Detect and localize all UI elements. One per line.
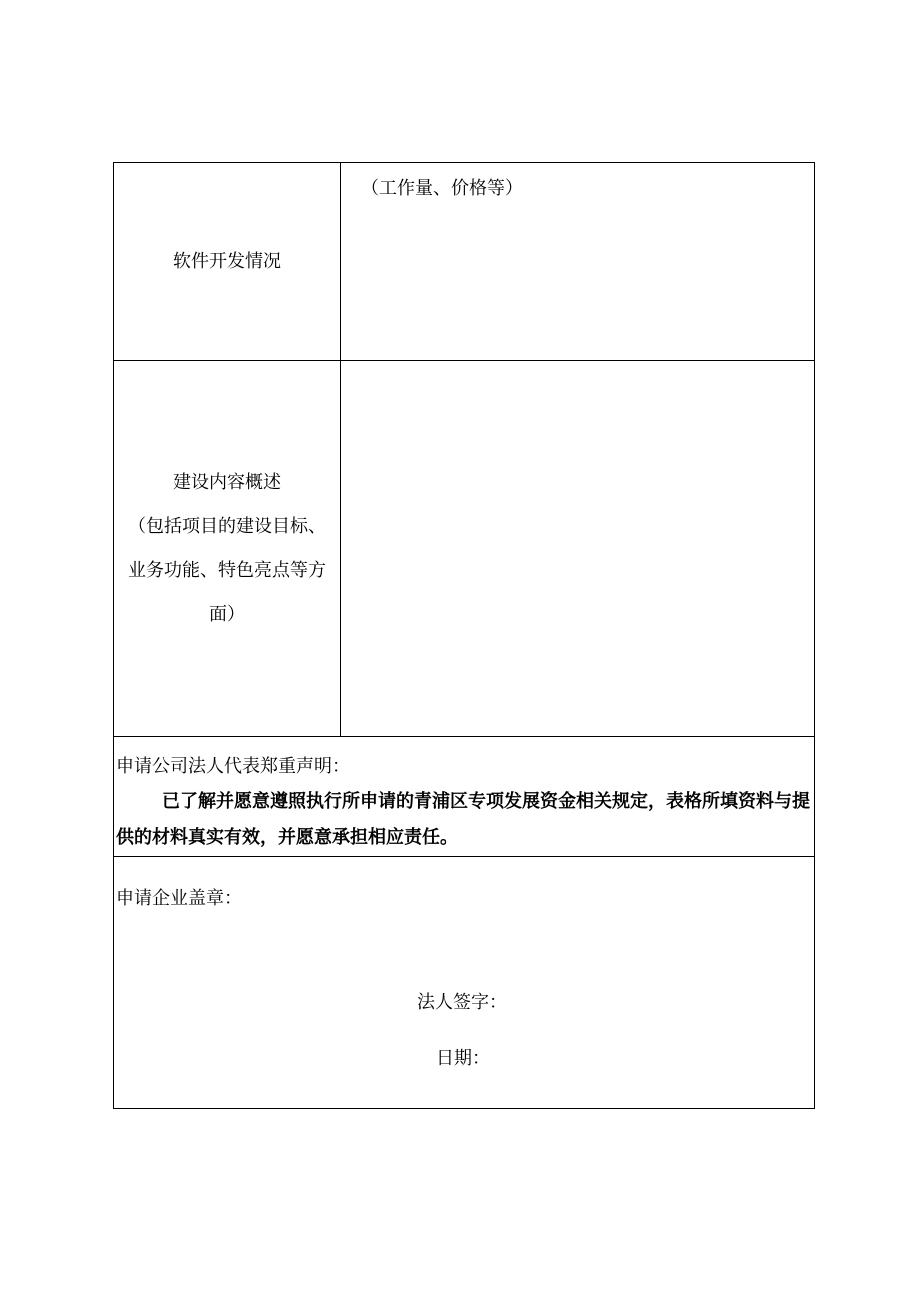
software-development-value-cell[interactable] <box>341 163 814 360</box>
construction-overview-label-cell <box>114 361 341 736</box>
declaration-row <box>114 737 814 857</box>
software-development-hint: （工作量、价格等） <box>361 178 523 199</box>
construction-overview-row <box>114 361 814 737</box>
overview-label-line-4: 面） <box>209 603 245 625</box>
declaration-heading: 申请公司法人代表郑重声明： <box>116 756 350 777</box>
construction-overview-value-cell[interactable] <box>341 361 814 736</box>
software-development-label-cell <box>114 163 341 360</box>
software-development-row <box>114 163 814 361</box>
construction-overview-label <box>122 461 332 637</box>
legal-rep-signature-label: 法人签字： <box>417 992 507 1013</box>
company-seal-row[interactable] <box>114 857 814 1109</box>
overview-label-line-2: （包括项目的建设目标、 <box>128 515 326 537</box>
company-seal-label: 申请企业盖章： <box>116 888 242 909</box>
application-form-table <box>113 162 815 1109</box>
declaration-body: 已了解并愿意遵照执行所申请的青浦区专项发展资金相关规定，表格所填资料与提供的材料真实有效，并愿意承担相应责任。 <box>116 791 810 848</box>
software-development-label: 软件开发情况 <box>173 251 281 272</box>
date-label: 日期： <box>436 1048 490 1069</box>
overview-label-line-3: 业务功能、特色亮点等方 <box>128 559 326 581</box>
overview-label-line-1: 建设内容概述 <box>173 471 281 493</box>
